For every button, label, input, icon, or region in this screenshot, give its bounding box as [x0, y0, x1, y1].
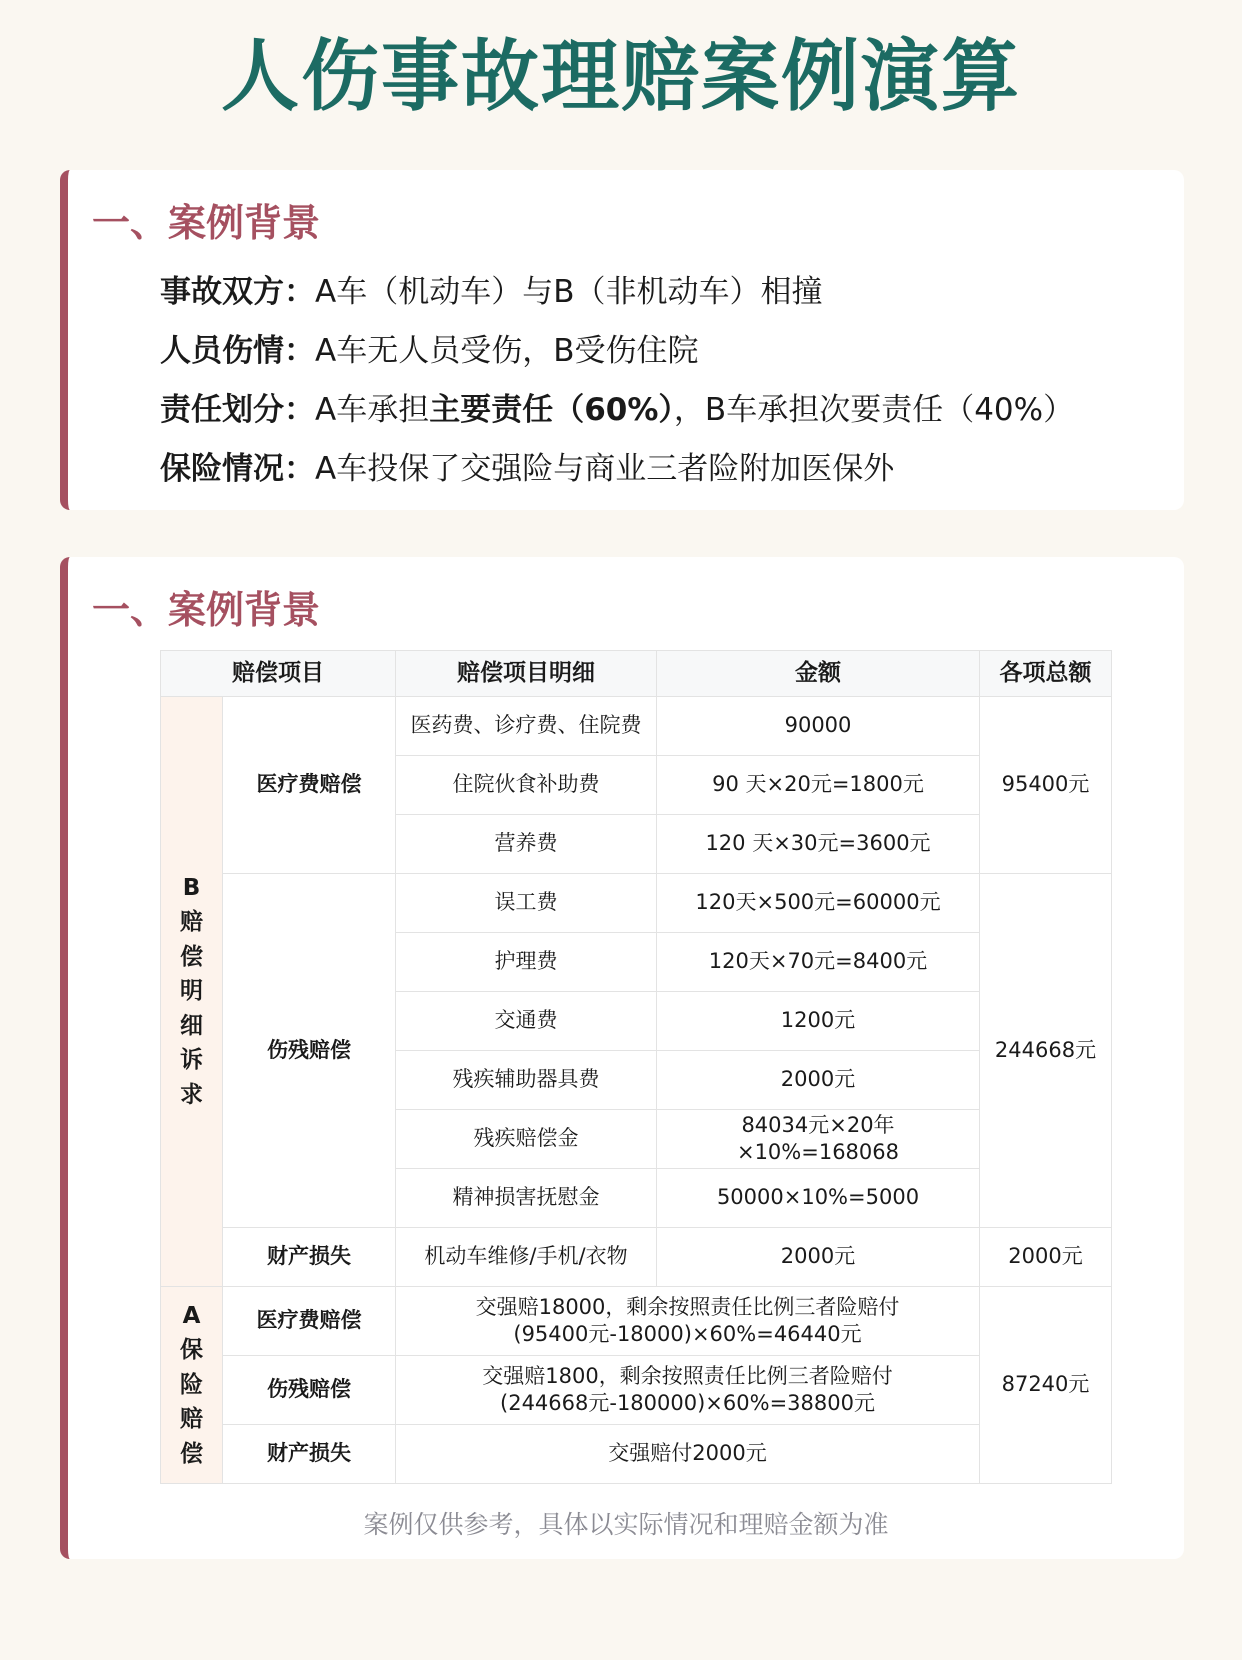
a-medical-calc-line1: 交强赔18000，剩余按照责任比例三者险赔付 [475, 1294, 900, 1319]
amount-cell: 50000×10%=5000 [657, 1169, 980, 1228]
a-disability-calc-line2: (244668元-180000)×60%=38800元 [500, 1391, 875, 1415]
total-disability: 244668元 [980, 874, 1112, 1228]
table-row [161, 874, 1112, 933]
amount-cell: 120 天×30元=3600元 [657, 815, 980, 874]
line-bold: （60%） [553, 392, 674, 428]
item-cell: 精神损害抚慰金 [396, 1169, 657, 1228]
line-key: 事故双方： [160, 274, 315, 310]
item-cell: 机动车维修/手机/衣物 [396, 1228, 657, 1287]
group-b-label: B 赔 偿 明 细 诉 求 [161, 697, 223, 1287]
line-text: A车投保了交强险与商业三者险附加医保外 [315, 451, 895, 487]
item-cell: 交通费 [396, 992, 657, 1051]
accident-parties-line [160, 266, 822, 311]
line-key: 保险情况： [160, 451, 315, 487]
injury-line [160, 325, 698, 370]
line-text: A车承担 [315, 392, 430, 428]
amount-cell: 120天×500元=60000元 [657, 874, 980, 933]
group-a-label: A 保 险 赔 偿 [161, 1287, 223, 1484]
item-cell: 医药费、诊疗费、住院费 [396, 697, 657, 756]
a-medical-calc-line2: (95400元-18000)×60%=46440元 [513, 1322, 862, 1346]
header-total: 各项总额 [980, 651, 1112, 697]
disclaimer-note: 案例仅供参考，具体以实际情况和理赔金额为准 [363, 1510, 889, 1539]
insurance-line [160, 443, 894, 488]
section-title-detail: 一、案例背景 [92, 588, 321, 632]
amount-cell: 120天×70元=8400元 [657, 933, 980, 992]
category-medical: 医疗费赔偿 [223, 697, 396, 874]
a-total: 87240元 [980, 1287, 1112, 1484]
amount-cell: 2000元 [657, 1228, 980, 1287]
category-disability: 伤残赔偿 [223, 874, 396, 1228]
line-text: A车（机动车）与B（非机动车）相撞 [315, 274, 823, 310]
section-title-background: 一、案例背景 [92, 201, 321, 245]
line-bold: 主要责任 [429, 392, 554, 428]
total-property: 2000元 [980, 1228, 1112, 1287]
table-row [161, 1228, 1112, 1287]
a-category-property: 财产损失 [223, 1425, 396, 1484]
item-cell: 住院伙食补助费 [396, 756, 657, 815]
liability-line [160, 384, 1074, 429]
amount-cell: 90 天×20元=1800元 [657, 756, 980, 815]
header-detail: 赔偿项目明细 [396, 651, 657, 697]
a-category-disability: 伤残赔偿 [223, 1356, 396, 1425]
table-row [161, 1425, 1112, 1484]
a-disability-calc-line1: 交强赔1800，剩余按照责任比例三者险赔付 [482, 1363, 893, 1388]
line-key: 人员伤情： [160, 333, 315, 369]
header-amount: 金额 [657, 651, 980, 697]
header-item: 赔偿项目 [161, 651, 396, 697]
item-cell: 护理费 [396, 933, 657, 992]
line-text: A车无人员受伤，B受伤住院 [315, 333, 699, 369]
background-card [60, 170, 1184, 510]
a-property-calc: 交强赔付2000元 [396, 1425, 980, 1484]
detail-card [60, 557, 1184, 1559]
amount-cell: 90000 [657, 697, 980, 756]
item-cell: 残疾辅助器具费 [396, 1051, 657, 1110]
item-cell: 营养费 [396, 815, 657, 874]
item-cell: 残疾赔偿金 [396, 1110, 657, 1169]
line-text: ，B车承担次要责任（40%） [673, 392, 1075, 428]
amount-cell: 1200元 [657, 992, 980, 1051]
table-row [161, 1356, 1112, 1425]
table-header-row [161, 651, 1112, 697]
category-property: 财产损失 [223, 1228, 396, 1287]
claims-table [160, 650, 1112, 1484]
a-medical-calc [396, 1287, 980, 1356]
a-category-medical: 医疗费赔偿 [223, 1287, 396, 1356]
page-title: 人伤事故理赔案例演算 [220, 32, 1021, 122]
table-row [161, 697, 1112, 756]
line-key: 责任划分： [160, 392, 315, 428]
amount-cell: 84034元×20年×10%=168068 [657, 1110, 980, 1169]
item-cell: 误工费 [396, 874, 657, 933]
total-medical: 95400元 [980, 697, 1112, 874]
amount-cell: 2000元 [657, 1051, 980, 1110]
a-disability-calc [396, 1356, 980, 1425]
table-row [161, 1287, 1112, 1356]
